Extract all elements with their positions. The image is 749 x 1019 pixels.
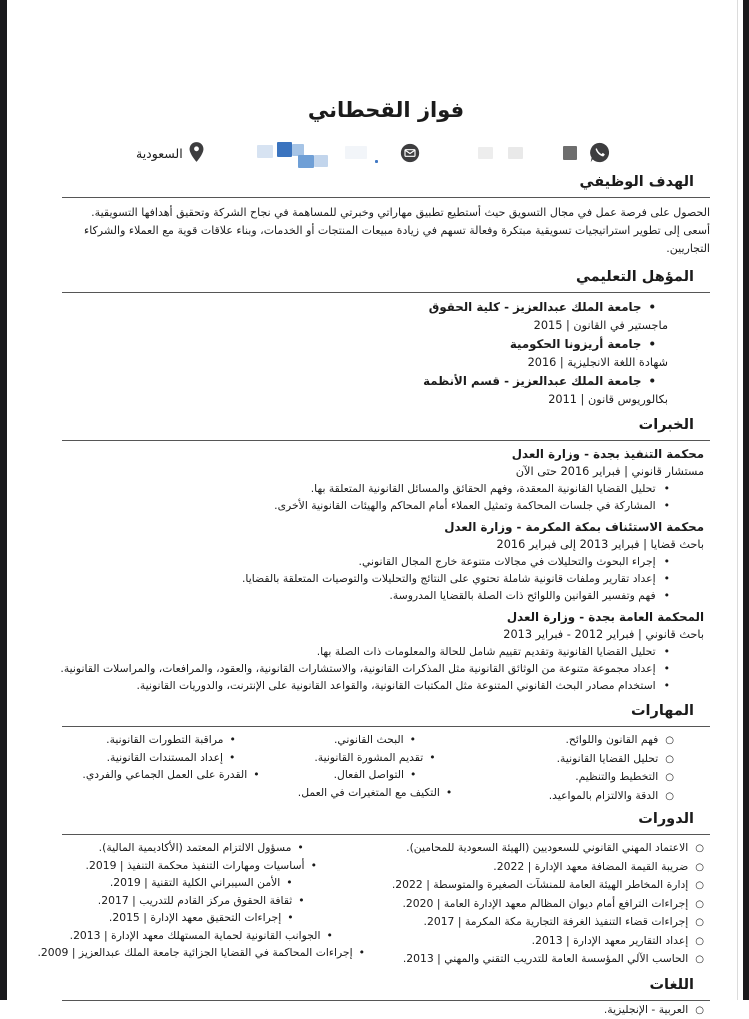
- course-item: • أساسيات ومهارات التنفيذ محكمة التنفيذ | 2019.: [37, 857, 365, 875]
- education-school: • جامعة الملك عبدالعزيز - قسم الأنظمة: [62, 372, 710, 391]
- email-icon: [400, 143, 420, 163]
- experience-bullet: • استخدام مصادر البحث القانوني المتنوعة مثل المكتبات القانونية، والقواعد القانونية على الإنترنت، والدوريات القانونية.: [62, 677, 710, 694]
- redacted-link[interactable]: [257, 141, 332, 171]
- courses-column-right: [365, 839, 710, 969]
- page-edge-right: [743, 0, 749, 1000]
- course-item: ○ إجراءات قضاء التنفيذ الغرفة التجارية مكة المكرمة | 2017.: [365, 913, 710, 932]
- skill-item: • القدرة على العمل الجماعي والفردي.: [62, 766, 280, 784]
- skill-item: • التواصل الفعال.: [280, 766, 470, 784]
- course-item: ○ إجراءات الترافع أمام ديوان المظالم معهد الإدارة العامة | 2020.: [365, 895, 710, 914]
- skills-column-left: [62, 731, 280, 805]
- section-heading-objective: الهدف الوظيفي: [62, 172, 710, 193]
- skills-column-right: [470, 731, 710, 805]
- skill-item: ○ الدقة والالتزام بالمواعيد.: [470, 787, 710, 806]
- redacted-link-block: [314, 155, 328, 167]
- education-degree: بكالوريوس قانون | 2011: [62, 391, 710, 409]
- experience-job: [62, 519, 710, 604]
- job-bullet-list: [62, 480, 710, 514]
- section-heading-education: المؤهل التعليمي: [62, 267, 710, 288]
- skill-item: ○ فهم القانون واللوائح.: [470, 731, 710, 750]
- course-item: • ثقافة الحقوق مركز القادم للتدريب | 2017.: [37, 892, 365, 910]
- redacted-email-dot: [375, 160, 378, 163]
- contact-row: [62, 138, 710, 172]
- experience-bullet: • تحليل القضايا القانونية وتقديم تقييم شامل للحالة والمعلومات ذات الصلة بها.: [62, 643, 710, 660]
- course-item: • إجراءات التحقيق معهد الإدارة | 2015.: [37, 909, 365, 927]
- skill-item: • مراقبة التطورات القانونية.: [62, 731, 280, 749]
- page-content: [7, 0, 743, 1000]
- education-item: [62, 335, 710, 372]
- skill-item: • البحث القانوني.: [280, 731, 470, 749]
- section-heading-experience: الخبرات: [62, 415, 710, 436]
- redacted-link-block: [257, 145, 273, 158]
- skill-item: ○ تحليل القضايا القانونية.: [470, 750, 710, 769]
- education-list: [62, 298, 710, 409]
- section-experience: [62, 415, 710, 694]
- job-bullet-list: [62, 553, 710, 604]
- experience-job: [62, 609, 710, 694]
- section-rule: [62, 834, 710, 835]
- section-heading-skills: المهارات: [62, 701, 710, 722]
- courses-column-left: [37, 839, 365, 969]
- education-school: • جامعة الملك عبدالعزيز - كلية الحقوق: [62, 298, 710, 317]
- course-item: ○ الحاسب الآلي المؤسسة العامة للتدريب التقني والمهني | 2013.: [365, 950, 710, 969]
- redacted-phone-block: [508, 147, 523, 159]
- job-employer: محكمة التنفيذ بجدة - وزارة العدل: [62, 446, 710, 463]
- course-item: ○ الاعتماد المهني القانوني للسعوديين (الهيئة السعودية للمحامين).: [365, 839, 710, 858]
- experience-bullet: • تحليل القضايا القانونية المعقدة، وفهم الحقائق والمسائل القانونية المتعلقة بها.: [62, 480, 710, 497]
- section-courses: [62, 809, 710, 969]
- job-role-dates: باحث قضايا | فبراير 2013 إلى فبراير 2016: [62, 536, 710, 553]
- course-item: • الجوانب القانونية لحماية المستهلك معهد الإدارة | 2013.: [37, 927, 365, 945]
- job-role-dates: مستشار قانوني | فبراير 2016 حتى الآن: [62, 463, 710, 480]
- experience-job: [62, 446, 710, 514]
- experience-bullet: • المشاركة في جلسات المحاكمة وتمثيل العملاء أمام المحاكم والهيئات القانونية الأخرى.: [62, 497, 710, 514]
- education-item: [62, 372, 710, 409]
- location-label: السعودية: [136, 146, 183, 162]
- page-edge-left: [0, 0, 7, 1000]
- redacted-phone-block: [478, 147, 493, 159]
- education-school: • جامعة أريزونا الحكومية: [62, 335, 710, 354]
- languages-list: [62, 1001, 710, 1019]
- language-item: ○ العربية - الإنجليزية.: [62, 1001, 710, 1019]
- skill-item: • التكيف مع المتغيرات في العمل.: [280, 784, 470, 802]
- redacted-email: [345, 146, 367, 159]
- course-item: • مسؤول الالتزام المعتمد (الأكاديمية المالية).: [37, 839, 365, 857]
- education-item: [62, 298, 710, 335]
- job-employer: محكمة الاستئناف بمكة المكرمة - وزارة العدل: [62, 519, 710, 536]
- section-heading-courses: الدورات: [62, 809, 710, 830]
- experience-bullet: • فهم وتفسير القوانين واللوائح ذات الصلة بالقضايا المدروسة.: [62, 587, 710, 604]
- section-rule: [62, 726, 710, 727]
- skill-item: • إعداد المستندات القانونية.: [62, 749, 280, 767]
- section-education: [62, 267, 710, 409]
- experience-bullet: • إجراء البحوث والتحليلات في مجالات متنوعة خارج المجال القانوني.: [62, 553, 710, 570]
- education-degree: ماجستير في القانون | 2015: [62, 317, 710, 335]
- experience-bullet: • إعداد تقارير وملفات قانونية شاملة تحتوي على النتائج والتحليلات والتوصيات المتعلقة بالقضايا.: [62, 570, 710, 587]
- redacted-phone-block: [563, 146, 577, 160]
- job-role-dates: باحث قانوني | فبراير 2012 - فبراير 2013: [62, 626, 710, 643]
- section-rule: [62, 292, 710, 293]
- location-icon: [188, 141, 205, 163]
- section-skills: [62, 701, 710, 805]
- section-rule: [62, 197, 710, 198]
- courses-columns: [62, 839, 710, 969]
- skills-columns: [62, 731, 710, 805]
- redacted-link-block: [298, 155, 314, 168]
- section-rule: [62, 440, 710, 441]
- course-item: ○ ضريبة القيمة المضافة معهد الإدارة | 2022.: [365, 858, 710, 877]
- course-item: • الأمن السيبراني الكلية التقنية | 2019.: [37, 874, 365, 892]
- redacted-link-block: [277, 142, 292, 157]
- skills-column-middle: [280, 731, 470, 805]
- section-objective: [62, 172, 710, 258]
- section-heading-languages: اللغات: [62, 975, 710, 996]
- experience-bullet: • إعداد مجموعة متنوعة من الوثائق القانونية مثل المذكرات القانونية، والاستشارات القانونية، والعقود، والمرافعات، والمراسلات القانونية.: [62, 660, 710, 677]
- phone-icon: [589, 142, 610, 163]
- skill-item: • تقديم المشورة القانونية.: [280, 749, 470, 767]
- education-degree: شهادة اللغة الانجليزية | 2016: [62, 354, 710, 372]
- job-employer: المحكمة العامة بجدة - وزارة العدل: [62, 609, 710, 626]
- skill-item: ○ التخطيط والتنظيم.: [470, 768, 710, 787]
- page-title: فواز القحطاني: [62, 95, 710, 125]
- course-item: ○ إعداد التقارير معهد الإدارة | 2013.: [365, 932, 710, 951]
- objective-text: الحصول على فرصة عمل في مجال التسويق حيث أستطيع تطبيق مهاراتي وخبرتي للمساهمة في نجاح الشركة وتحقيق أهدافها التسويقية. أسعى إلى تطوير استراتيجيات تسويقية مبتكرة وفعالة تسهم في زيادة مبيعات المنتجات أو الخدمات، وبناء علاقات قوية مع العملاء والشركاء التجاريين.: [62, 204, 710, 258]
- course-item: • إجراءات المحاكمة في القضايا الجزائية جامعة الملك عبدالعزيز | 2009.: [37, 944, 365, 962]
- section-languages: [62, 975, 710, 1019]
- job-bullet-list: [62, 643, 710, 694]
- course-item: ○ إدارة المخاطر الهيئة العامة للمنشآت الصغيرة والمتوسطة | 2022.: [365, 876, 710, 895]
